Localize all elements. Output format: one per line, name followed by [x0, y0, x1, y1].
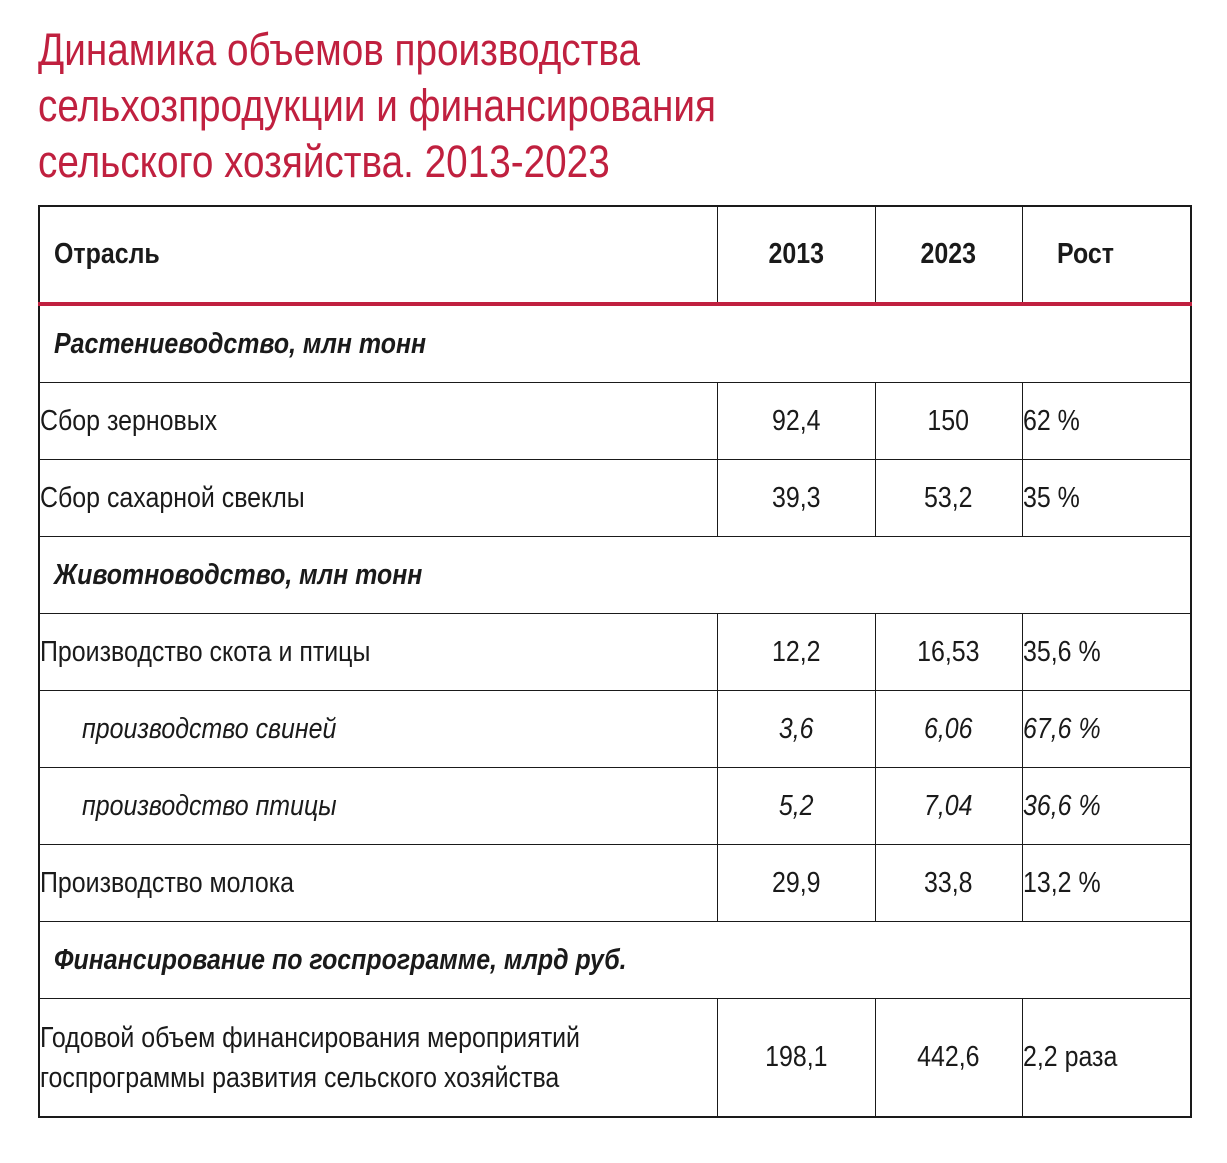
title-line-1: Динамика объемов производства	[38, 24, 641, 75]
section-title: Растениеводство, млн тонн	[39, 304, 1191, 383]
row-name: Сбор сахарной свеклы	[39, 460, 717, 537]
title-line-2: сельхозпродукции и финансирования	[38, 80, 716, 131]
table-row	[39, 691, 1191, 768]
value-growth: 67,6 %	[1022, 691, 1191, 768]
table-row	[39, 768, 1191, 845]
table-row	[39, 999, 1191, 1118]
section-title: Животноводство, млн тонн	[39, 537, 1191, 614]
table-header-row	[39, 206, 1191, 304]
table-row	[39, 845, 1191, 922]
value-2013: 92,4	[717, 383, 875, 460]
row-name	[39, 999, 717, 1118]
row-name: Производство молока	[39, 845, 717, 922]
value-2023: 7,04	[875, 768, 1022, 845]
value-2013: 12,2	[717, 614, 875, 691]
value-growth: 35,6 %	[1022, 614, 1191, 691]
table-row	[39, 460, 1191, 537]
value-growth: 35 %	[1022, 460, 1191, 537]
value-growth: 62 %	[1022, 383, 1191, 460]
value-2023: 6,06	[875, 691, 1022, 768]
value-2023: 33,8	[875, 845, 1022, 922]
section-title: Финансирование по госпрограмме, млрд руб.	[39, 922, 1191, 999]
value-growth: 2,2 раза	[1022, 999, 1191, 1118]
value-2023: 150	[875, 383, 1022, 460]
value-2023: 16,53	[875, 614, 1022, 691]
value-2013: 5,2	[717, 768, 875, 845]
value-growth: 13,2 %	[1022, 845, 1191, 922]
row-name-line-1: Годовой объем финансирования мероприятий	[40, 1021, 580, 1054]
header-growth: Рост	[1022, 206, 1191, 304]
header-2013: 2013	[717, 206, 875, 304]
header-sector: Отрасль	[39, 206, 717, 304]
section-row-livestock	[39, 537, 1191, 614]
value-2013: 39,3	[717, 460, 875, 537]
table-row	[39, 614, 1191, 691]
header-2023: 2023	[875, 206, 1022, 304]
row-name: Производство скота и птицы	[39, 614, 717, 691]
row-name: Сбор зерновых	[39, 383, 717, 460]
row-name: производство свиней	[39, 691, 717, 768]
value-2013: 198,1	[717, 999, 875, 1118]
row-name: производство птицы	[39, 768, 717, 845]
section-row-financing	[39, 922, 1191, 999]
value-2023: 442,6	[875, 999, 1022, 1118]
production-table	[38, 205, 1192, 1118]
page-title	[38, 22, 1027, 190]
section-row-crops	[39, 304, 1191, 383]
value-growth: 36,6 %	[1022, 768, 1191, 845]
value-2013: 29,9	[717, 845, 875, 922]
table-row	[39, 383, 1191, 460]
row-name-line-2: госпрограммы развития сельского хозяйства	[40, 1061, 560, 1094]
value-2023: 53,2	[875, 460, 1022, 537]
title-line-3: сельского хозяйства. 2013-2023	[38, 136, 610, 187]
value-2013: 3,6	[717, 691, 875, 768]
